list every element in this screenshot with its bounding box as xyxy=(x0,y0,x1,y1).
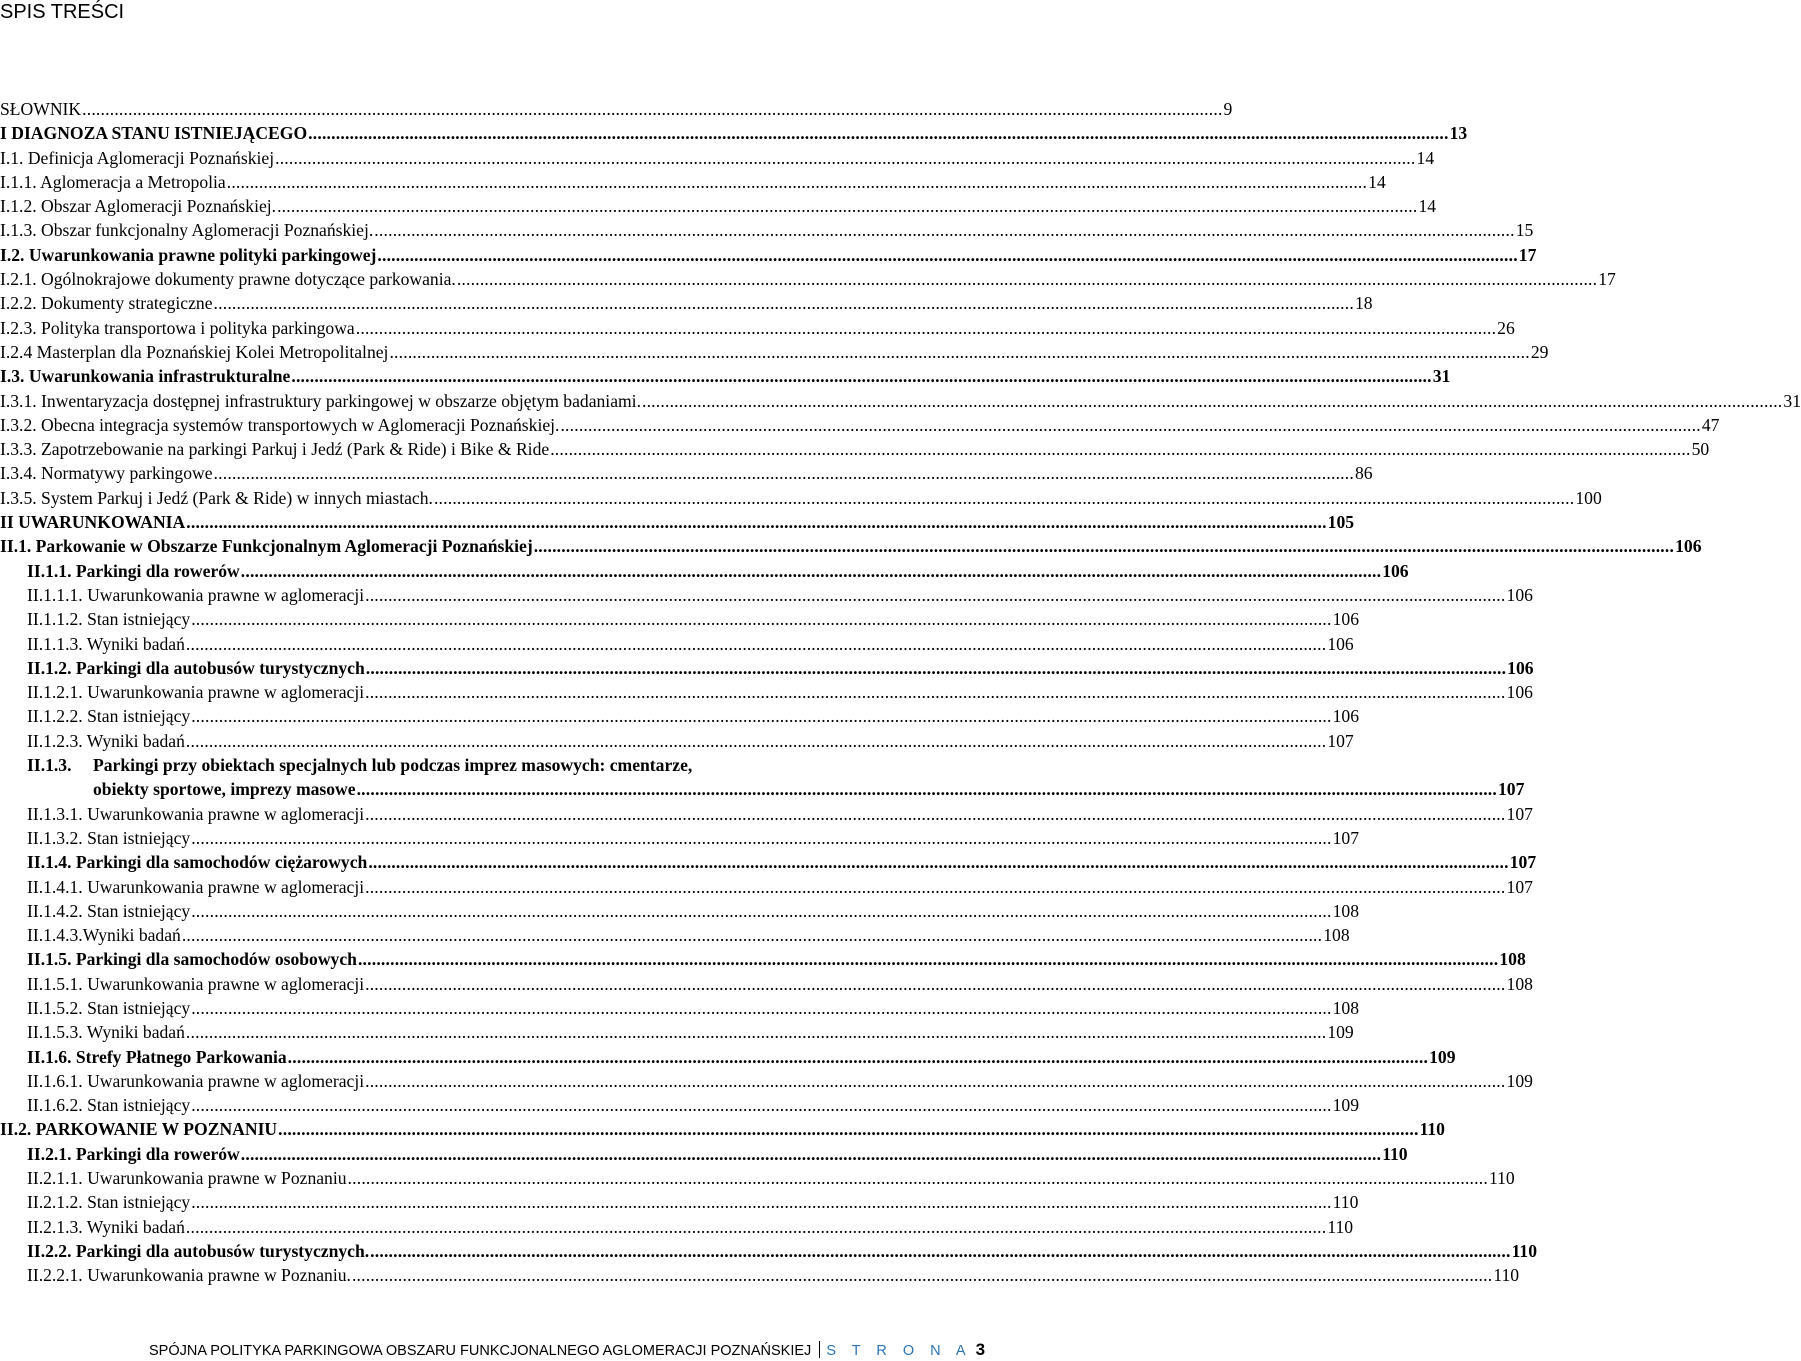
toc-leader-dots xyxy=(278,1117,1418,1141)
toc-entry-title: II.1.1.2. Stan istniejący xyxy=(27,609,191,630)
toc-entry[interactable] xyxy=(0,243,1537,267)
footer-page-number: 3 xyxy=(975,1340,986,1359)
toc-leader-dots xyxy=(358,947,1498,971)
toc-page-number: 110 xyxy=(1332,1192,1359,1213)
toc-page-number: 14 xyxy=(1416,147,1435,168)
toc-entry-title: II.1.3.2. Stan istniejący xyxy=(27,827,191,848)
toc-page-number: 50 xyxy=(1691,439,1710,460)
toc-leader-dots xyxy=(241,559,1381,583)
toc-leader-dots xyxy=(365,802,1505,826)
toc-leader-dots xyxy=(288,1045,1428,1069)
toc-entry-title: II.1.1.1. Uwarunkowania prawne w aglomeracji xyxy=(27,584,365,605)
toc-entry[interactable] xyxy=(0,364,1451,388)
toc-leader-dots xyxy=(182,923,1322,947)
toc-leader-dots xyxy=(214,291,1354,315)
toc-page-number: 109 xyxy=(1332,1095,1360,1116)
toc-entry[interactable] xyxy=(0,947,1526,971)
toc-leader-dots xyxy=(191,826,1331,850)
toc-entry[interactable] xyxy=(0,1215,1354,1239)
toc-entry-title: I.1.3. Obszar funkcjonalny Aglomeracji Poznańskiej. xyxy=(0,220,374,241)
toc-entry[interactable] xyxy=(0,1117,1445,1141)
toc-leader-dots xyxy=(191,1190,1331,1214)
toc-leader-dots xyxy=(191,607,1331,631)
page-title: SPIS TREŚCI xyxy=(0,1,125,23)
toc-page-number: 106 xyxy=(1332,706,1360,727)
toc-entry[interactable] xyxy=(0,534,1702,558)
toc-entry[interactable] xyxy=(0,583,1533,607)
toc-page-number: 106 xyxy=(1382,560,1409,581)
toc-entry-title: I.3.5. System Parkuj i Jedź (Park & Ride) w innych miastach. xyxy=(0,487,433,508)
toc-page-number: 110 xyxy=(1511,1240,1537,1261)
toc-entry-title: I.3. Uwarunkowania infrastrukturalne xyxy=(0,366,291,387)
footer-divider xyxy=(819,1341,820,1358)
toc-entry-title: I.3.4. Normatywy parkingowe xyxy=(0,463,213,484)
toc-page-number: 86 xyxy=(1354,463,1373,484)
page-footer xyxy=(149,1338,985,1361)
toc-page-number: 107 xyxy=(1506,876,1533,897)
toc-page-number: 106 xyxy=(1332,609,1360,630)
toc-page-number: 109 xyxy=(1429,1046,1456,1067)
toc-leader-dots xyxy=(365,875,1505,899)
toc-entry[interactable] xyxy=(0,826,1360,850)
toc-entry[interactable] xyxy=(0,1263,1520,1287)
toc-entry[interactable] xyxy=(0,413,1720,437)
toc-page-number: 108 xyxy=(1323,925,1350,946)
toc-entry-title: II.1.5.2. Stan istniejący xyxy=(27,997,191,1018)
toc-page-number: 106 xyxy=(1506,682,1533,703)
toc-page-number: 47 xyxy=(1701,414,1720,435)
toc-entry-title: II.2.2. Parkingi dla autobusów turystycznych. xyxy=(27,1240,370,1261)
toc-entry[interactable] xyxy=(0,1239,1537,1263)
toc-entry[interactable] xyxy=(0,121,1468,145)
toc-leader-dots xyxy=(277,194,1417,218)
toc-entry-title: II.1.2.2. Stan istniejący xyxy=(27,706,191,727)
toc-leader-dots xyxy=(377,243,1517,267)
toc-entry[interactable] xyxy=(0,1045,1456,1069)
toc-page-number: 109 xyxy=(1327,1022,1354,1043)
toc-entry[interactable] xyxy=(0,559,1409,583)
toc-entry[interactable] xyxy=(0,340,1549,364)
toc-leader-dots xyxy=(550,437,1690,461)
toc-leader-dots xyxy=(642,389,1782,413)
toc-entry-title: II.2.1.3. Wyniki badań xyxy=(27,1216,185,1237)
toc-page-number: 108 xyxy=(1332,997,1360,1018)
toc-page-number: 110 xyxy=(1419,1119,1445,1140)
toc-page-number: 107 xyxy=(1332,827,1360,848)
toc-leader-dots xyxy=(186,729,1326,753)
toc-entry[interactable] xyxy=(0,146,1435,170)
toc-entry-title: II.1.3.1. Uwarunkowania prawne w aglomeracji xyxy=(27,803,365,824)
toc-page-number: 110 xyxy=(1493,1265,1520,1286)
toc-page-number: 29 xyxy=(1530,341,1549,362)
toc-page-number: 108 xyxy=(1499,949,1526,970)
toc-entry-title: II.1.6.2. Stan istniejący xyxy=(27,1095,191,1116)
toc-page-number: 18 xyxy=(1354,293,1373,314)
toc-leader-dots xyxy=(366,656,1506,680)
toc-leader-dots xyxy=(560,413,1700,437)
toc-entry[interactable] xyxy=(0,194,1437,218)
toc-leader-dots xyxy=(365,1069,1505,1093)
toc-page-number: 107 xyxy=(1498,779,1525,800)
toc-entry[interactable] xyxy=(0,461,1373,485)
toc-entry-title: II.1.4.3.Wyniki badań xyxy=(27,925,181,946)
toc-entry-title: II.1.5.1. Uwarunkowania prawne w aglomeracji xyxy=(27,973,365,994)
toc-entry-title: I.2.2. Dokumenty strategiczne xyxy=(0,293,213,314)
toc-page-number: 109 xyxy=(1506,1070,1533,1091)
toc-entry-title: I DIAGNOZA STANU ISTNIEJĄCEGO xyxy=(0,123,308,144)
toc-entry-title: II.1.2.1. Uwarunkowania prawne w aglomeracji xyxy=(27,682,365,703)
toc-entry[interactable] xyxy=(0,607,1360,631)
toc-leader-dots xyxy=(365,583,1505,607)
toc-page-number: 110 xyxy=(1488,1168,1515,1189)
footer-page-label: S T R O N A xyxy=(826,1343,972,1359)
toc-entry-title: I.1.1. Aglomeracja a Metropolia xyxy=(0,171,226,192)
toc-leader-dots xyxy=(191,996,1331,1020)
toc-entry-title: I.3.1. Inwentaryzacja dostępnej infrastruktury parkingowej w obszarze objętym badaniami. xyxy=(0,390,641,411)
toc-page-number: 107 xyxy=(1509,852,1537,873)
toc-page-number: 13 xyxy=(1449,123,1468,144)
toc-entry-title: II.2.1.1. Uwarunkowania prawne w Poznaniu xyxy=(27,1168,347,1189)
toc-entry-title: II.1.6.1. Uwarunkowania prawne w aglomeracji xyxy=(27,1070,365,1091)
toc-entry[interactable] xyxy=(0,729,1354,753)
toc-entry-title: I.2.4 Masterplan dla Poznańskiej Kolei Metropolitalnej xyxy=(0,341,389,362)
toc-leader-dots xyxy=(186,1215,1326,1239)
toc-entry[interactable] xyxy=(0,97,1233,121)
toc-entry-title: II.1.6. Strefy Płatnego Parkowania xyxy=(27,1046,287,1067)
toc-page-number: 108 xyxy=(1506,973,1533,994)
toc-entry-title: II UWARUNKOWANIA xyxy=(0,512,186,533)
toc-entry[interactable] xyxy=(0,437,1710,461)
toc-entry[interactable] xyxy=(0,218,1534,242)
toc-entry-title: II.1.2.3. Wyniki badań xyxy=(27,730,185,751)
toc-entry[interactable] xyxy=(0,291,1373,315)
toc-leader-dots xyxy=(534,534,1674,558)
toc-entry-title-continued: obiekty sportowe, imprezy masowe xyxy=(93,779,356,800)
toc-page-number: 31 xyxy=(1783,390,1801,411)
toc-leader-dots xyxy=(457,267,1597,291)
toc-page-number: 31 xyxy=(1432,366,1451,387)
toc-page-number: 15 xyxy=(1515,220,1534,241)
toc-entry[interactable] xyxy=(0,972,1533,996)
toc-leader-dots xyxy=(291,364,1431,388)
toc-leader-dots xyxy=(186,510,1326,534)
toc-entry-title: II.1.4.2. Stan istniejący xyxy=(27,900,191,921)
toc-entry[interactable] xyxy=(0,753,1525,802)
footer-title: SPÓJNA POLITYKA PARKINGOWA OBSZARU FUNKCJONALNEGO AGLOMERACJI POZNAŃSKIEJ xyxy=(149,1343,812,1359)
toc-entry-title: I.2.1. Ogólnokrajowe dokumenty prawne dotyczące parkowania. xyxy=(0,269,456,290)
toc-leader-dots xyxy=(191,899,1331,923)
toc-leader-dots xyxy=(308,121,1448,145)
toc-entry[interactable] xyxy=(0,899,1360,923)
toc-page-number: 107 xyxy=(1327,730,1354,751)
toc-page-number: 110 xyxy=(1382,1143,1408,1164)
toc-entry-title: II.1.5. Parkingi dla samochodów osobowych xyxy=(27,949,357,970)
toc-entry-title: II.2.1. Parkingi dla rowerów xyxy=(27,1143,240,1164)
toc-entry-title: II.2.2.1. Uwarunkowania prawne w Poznaniu. xyxy=(27,1265,351,1286)
toc-entry[interactable] xyxy=(0,680,1533,704)
toc-entry-title: II.1.4. Parkingi dla samochodów ciężarowych xyxy=(27,852,368,873)
toc-leader-dots xyxy=(368,850,1508,874)
toc-leader-dots xyxy=(186,632,1326,656)
toc-leader-dots xyxy=(357,777,1497,801)
toc-entry[interactable] xyxy=(0,389,1801,413)
toc-leader-dots xyxy=(191,1093,1331,1117)
table-of-contents xyxy=(0,97,1801,1288)
toc-page-number: 9 xyxy=(1223,99,1233,119)
toc-page-number: 106 xyxy=(1675,536,1702,557)
toc-leader-dots xyxy=(186,1020,1326,1044)
toc-entry-title: II.1.2. Parkingi dla autobusów turystycznych xyxy=(27,657,365,678)
toc-entry-number: II.1.3. xyxy=(27,755,72,776)
toc-page-number: 106 xyxy=(1506,584,1533,605)
toc-entry[interactable] xyxy=(0,656,1534,680)
toc-entry-title: II.1.1. Parkingi dla rowerów xyxy=(27,560,240,581)
toc-entry[interactable] xyxy=(0,1069,1533,1093)
toc-leader-dots xyxy=(352,1263,1492,1287)
toc-leader-dots xyxy=(365,972,1505,996)
toc-page-number: 107 xyxy=(1506,803,1533,824)
toc-entry-title: II.1. Parkowanie w Obszarze Funkcjonalnym Aglomeracji Poznańskiej xyxy=(0,536,533,557)
toc-entry-title: SŁOWNIK xyxy=(0,99,82,119)
toc-leader-dots xyxy=(275,146,1415,170)
toc-entry-title: I.1.2. Obszar Aglomeracji Poznańskiej. xyxy=(0,196,277,217)
toc-leader-dots xyxy=(365,680,1505,704)
toc-entry-title: II.1.1.3. Wyniki badań xyxy=(27,633,185,654)
toc-entry[interactable] xyxy=(0,1093,1360,1117)
toc-entry[interactable] xyxy=(0,875,1533,899)
toc-page-number: 105 xyxy=(1327,512,1355,533)
toc-leader-dots xyxy=(191,704,1331,728)
toc-leader-dots xyxy=(389,340,1529,364)
toc-entry-title: Parkingi przy obiektach specjalnych lub podczas imprez masowych: cmentarze, xyxy=(93,755,693,776)
toc-entry-title: I.2. Uwarunkowania prawne polityki parkingowej xyxy=(0,244,377,265)
toc-leader-dots xyxy=(348,1166,1488,1190)
toc-leader-dots xyxy=(82,97,1222,121)
toc-leader-dots xyxy=(374,218,1514,242)
toc-entry[interactable] xyxy=(0,996,1360,1020)
toc-entry-title: I.3.2. Obecna integracja systemów transportowych w Aglomeracji Poznańskiej. xyxy=(0,414,560,435)
toc-page-number: 17 xyxy=(1518,244,1537,265)
toc-page-number: 108 xyxy=(1332,900,1360,921)
toc-entry[interactable] xyxy=(0,850,1537,874)
toc-entry[interactable] xyxy=(0,1142,1408,1166)
toc-page-number: 106 xyxy=(1327,633,1354,654)
toc-page-number: 106 xyxy=(1507,657,1534,678)
toc-page-number: 17 xyxy=(1598,269,1616,290)
toc-entry[interactable] xyxy=(0,802,1533,826)
toc-entry[interactable] xyxy=(0,267,1616,291)
toc-entry[interactable] xyxy=(0,170,1386,194)
toc-entry[interactable] xyxy=(0,1166,1515,1190)
toc-entry[interactable] xyxy=(0,1190,1359,1214)
toc-page-number: 26 xyxy=(1497,317,1515,338)
toc-leader-dots xyxy=(214,461,1354,485)
toc-entry-title: II.1.5.3. Wyniki badań xyxy=(27,1022,185,1043)
toc-page-number: 14 xyxy=(1368,171,1386,192)
toc-page-number: 100 xyxy=(1575,487,1602,508)
toc-entry-title: II.2. PARKOWANIE W POZNANIU xyxy=(0,1119,278,1140)
toc-entry[interactable] xyxy=(0,1020,1354,1044)
toc-entry-title: I.2.3. Polityka transportowa i polityka parkingowa xyxy=(0,317,355,338)
toc-page-number: 110 xyxy=(1327,1216,1354,1237)
toc-entry-title: I.3.3. Zapotrzebowanie na parkingi Parkuj i Jedź (Park & Ride) i Bike & Ride xyxy=(0,439,550,460)
toc-leader-dots xyxy=(434,486,1574,510)
toc-entry[interactable] xyxy=(0,510,1355,534)
toc-page-number: 14 xyxy=(1418,196,1437,217)
toc-entry-title: I.1. Definicja Aglomeracji Poznańskiej xyxy=(0,147,275,168)
toc-entry[interactable] xyxy=(0,704,1360,728)
toc-entry-title: II.1.4.1. Uwarunkowania prawne w aglomeracji xyxy=(27,876,365,897)
toc-leader-dots xyxy=(370,1239,1510,1263)
toc-entry[interactable] xyxy=(0,486,1602,510)
toc-leader-dots xyxy=(227,170,1367,194)
toc-entry[interactable] xyxy=(0,923,1350,947)
toc-leader-dots xyxy=(356,316,1496,340)
toc-entry[interactable] xyxy=(0,316,1515,340)
toc-entry[interactable] xyxy=(0,632,1354,656)
toc-entry-title: II.2.1.2. Stan istniejący xyxy=(27,1192,191,1213)
toc-leader-dots xyxy=(241,1142,1381,1166)
